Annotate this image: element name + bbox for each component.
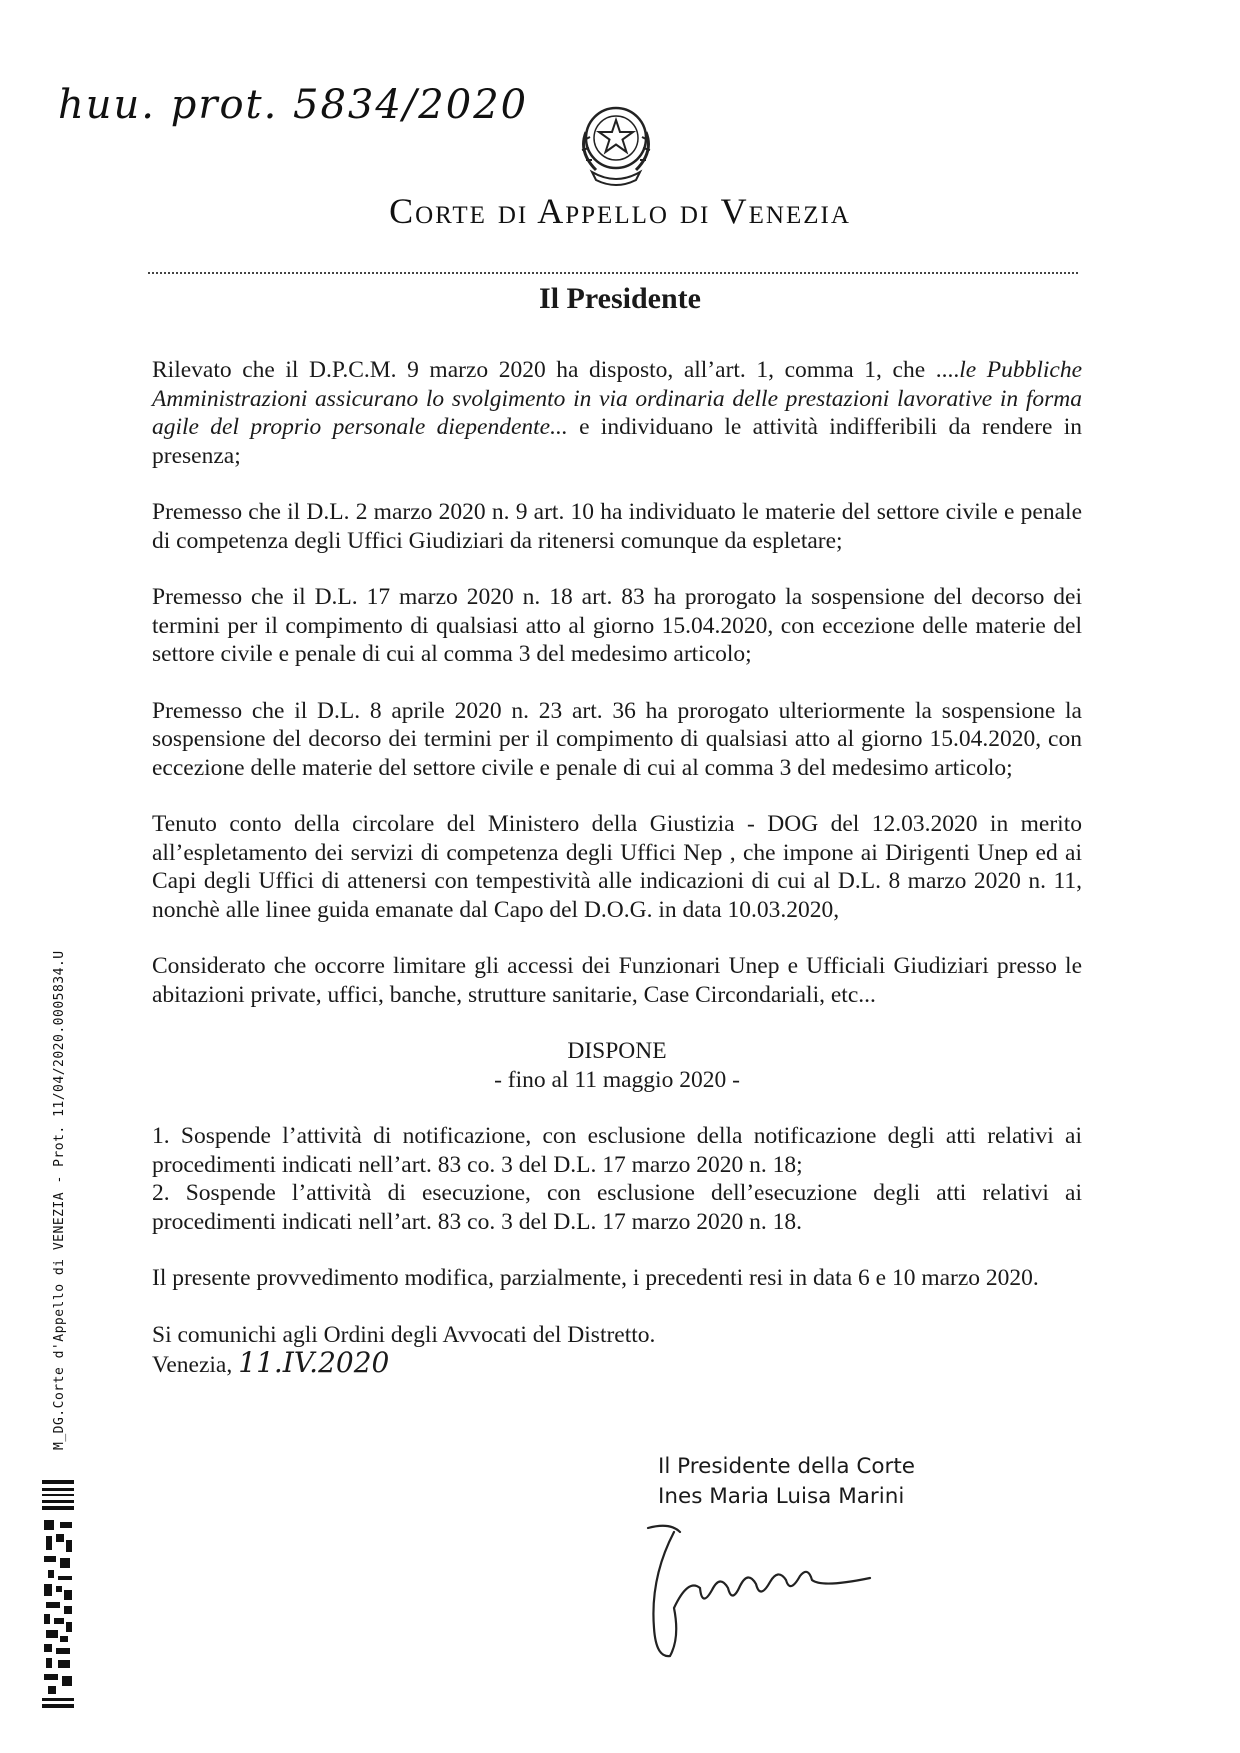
place: Venezia, (152, 1352, 233, 1378)
handwritten-date: 11.IV.2020 (238, 1346, 390, 1379)
list-item: 2. Sospende l’attività di esecuzione, con esclusione dell’esecuzione degli atti relativi ai procedimenti indicati nell’art. 83 co. 3 del D.L. 17 marzo 2020 n. 18. (152, 1180, 1082, 1235)
qr-code (42, 1480, 74, 1710)
header-divider (148, 272, 1078, 274)
court-title: Corte di Appello di Venezia (389, 191, 851, 231)
paragraph-premesso-1: Premesso che il D.L. 2 marzo 2020 n. 9 art. 10 ha individuato le materie del settore civile e penale di competenza degli Uffici Giudiziari da ritenersi comunque da espletare; (152, 499, 1082, 554)
dispone-until: - fino al 11 maggio 2020 - (494, 1066, 740, 1093)
handwritten-signature (640, 1518, 880, 1668)
paragraph-modifica: Il presente provvedimento modifica, parzialmente, i precedenti resi in data 6 e 10 marzo 2020. (152, 1265, 1039, 1291)
protocol-side-stamp: M_DG.Corte d'Appello di VENEZIA - Prot. 11/04/2020.0005834.U (52, 950, 67, 1450)
document-heading: Il Presidente (539, 282, 701, 315)
italian-republic-emblem-icon (566, 92, 666, 192)
signature-name: Ines Maria Luisa Marini (658, 1484, 905, 1509)
document-body (152, 356, 1082, 1380)
signature-title: Il Presidente della Corte (658, 1454, 915, 1479)
paragraph-rilevato-quote: le Pubbliche Amministrazioni assicurano lo svolgimento in via ordinaria delle prestazioni lavorative in forma agile del proprio personale diependente... (152, 357, 1083, 440)
handwritten-protocol-number: huu. prot. 5834/2020 (58, 82, 529, 128)
place-date-line (152, 1346, 1082, 1380)
paragraph-premesso-3: Premesso che il D.L. 8 aprile 2020 n. 23 art. 36 ha prorogato ulteriormente la sospensione la sospensione del decorso dei termini per il compimento di qualsiasi atto al giorno 15.04.2020, con eccezione delle materie del settore civile e penale di cui al comma 3 del medesimo articolo; (152, 697, 1082, 781)
paragraph-premesso-2: Premesso che il D.L. 17 marzo 2020 n. 18 art. 83 ha prorogato la sospensione del decorso dei termini per il compimento di qualsiasi atto al giorno 15.04.2020, con eccezione delle materie del settore civile e penale di cui al comma 3 del medesimo articolo; (152, 584, 1082, 667)
paragraph-considerato: Considerato che occorre limitare gli accessi dei Funzionari Unep e Ufficiali Giudiziari presso le abitazioni private, uffici, banche, strutture sanitarie, Case Circondariali, etc... (152, 953, 1082, 1008)
dispone-heading: DISPONE (567, 1038, 667, 1064)
paragraph-tenuto-conto: Tenuto conto della circolare del Ministero della Giustizia - DOG del 12.03.2020 in merito all’espletamento dei servizi di competenza degli Uffici Nep , che impone ai Dirigenti Unep ed ai Capi degli Uffici di attenersi con tempestività alle indicazioni di cui al D.L. 8 marzo 2020 n. 11, nonchè alle linee guida emanate dal Capo del D.O.G. in data 10.03.2020, (152, 811, 1082, 923)
signature-block (658, 1452, 915, 1512)
communication-line: Si comunichi agli Ordini degli Avvocati del Distretto. (152, 1321, 656, 1348)
paragraph-rilevato: Rilevato che il D.P.C.M. 9 marzo 2020 ha disposto, all’art. 1, comma 1, che ....le Pubbliche Amministrazioni assicurano lo svolgimento in via ordinaria delle prestazioni lavorative in forma agile del proprio personale diependente... e individuano le attività indifferibili da rendere in presenza; (152, 357, 1083, 469)
list-item: 1. Sospende l’attività di notificazione, con esclusione della notificazione degli atti relativi ai procedimenti indicati nell’art. 83 co. 3 del D.L. 17 marzo 2020 n. 18; (152, 1123, 1082, 1178)
